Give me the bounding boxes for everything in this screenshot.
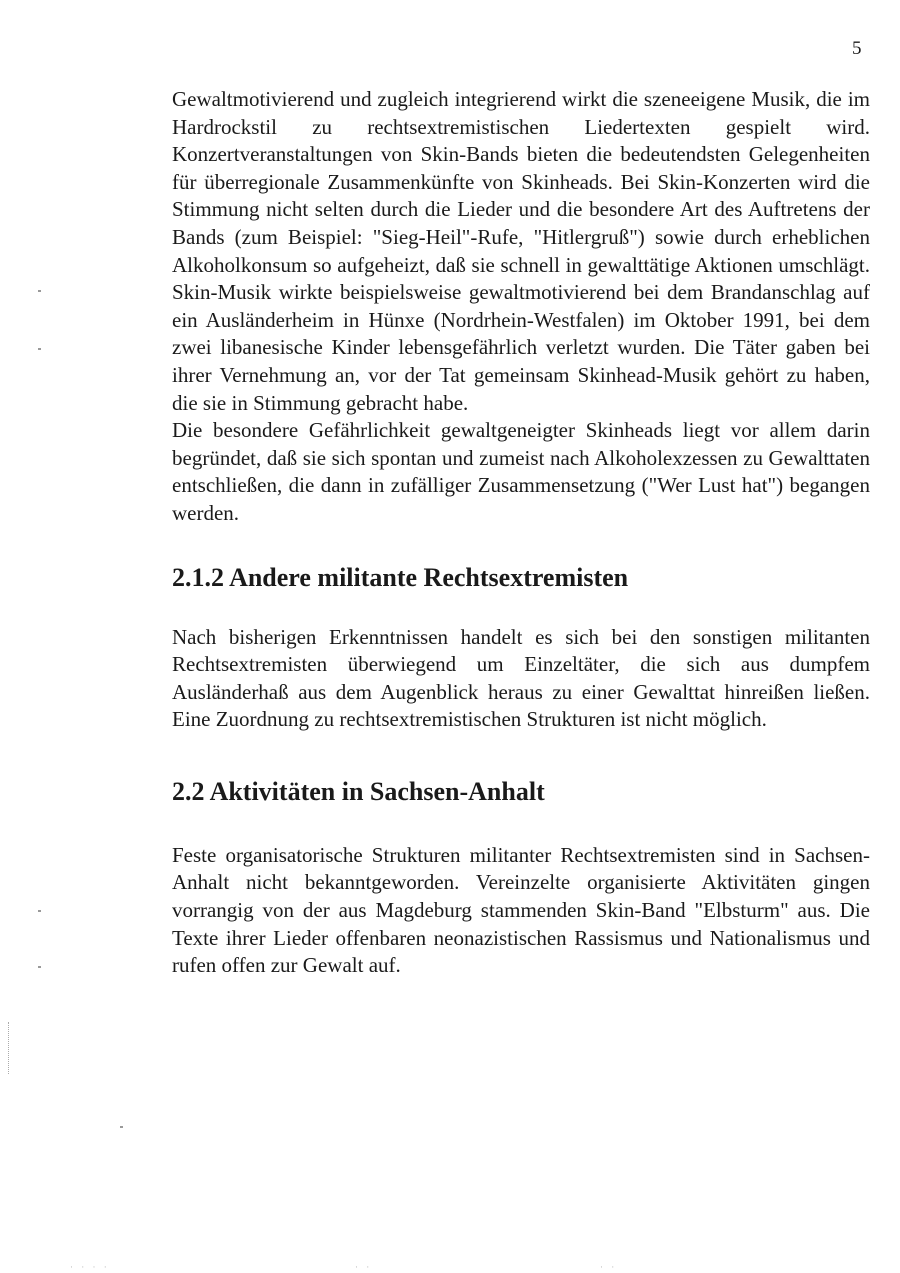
scan-speck — [38, 290, 41, 292]
paragraph-skinhead-danger: Die besondere Gefährlichkeit gewaltgeneigter Skinheads liegt vor allem darin begründet, daß sie sich spontan und zumeist nach Alkoholexzessen zu Gewalttaten entschließen, die dann in zufälliger Zusammensetzung ("Wer Lust hat") begangen werden. — [172, 418, 870, 525]
scan-speck — [38, 966, 41, 968]
scan-footer-dots: · · · · — [70, 1262, 110, 1272]
scan-speck — [38, 348, 41, 350]
paragraph-skin-music: Gewaltmotivierend und zugleich integrierend wirkt die szeneeigene Musik, die im Hardrockstil zu rechtsextremistischen Liedertexten gespielt wird. Konzertveranstaltungen von Skin-Bands bieten die bedeutendsten Gelegenheiten für überregionale Zusammenkünfte von Skinheads. Bei Skin-Konzerten wird die Stimmung nicht selten durch die Lieder und die besondere Art des Auftretens der Bands (zum Beispiel: "Sieg-Heil"-Rufe, "Hitlergruß") sowie durch erheblichen Alkoholkonsum so aufgeheizt, daß sie schnell in gewalttätige Aktionen umschlägt. Skin-Musik wirkte beispielsweise gewaltmotivierend bei dem Brandanschlag auf ein Ausländerheim in Hünxe (Nordrhein-Westfalen) im Oktober 1991, bei dem zwei libanesische Kinder lebensgefährlich verletzt wurden. Die Täter gaben bei ihrer Vernehmung an, vor der Tat gemeinsam Skinhead-Musik gehört zu haben, die sie in Stimmung gebracht habe. — [172, 87, 870, 415]
scan-speck — [120, 1126, 123, 1128]
scan-footer-dots: · · — [600, 1262, 618, 1272]
scan-dotted-line — [8, 1022, 10, 1074]
scan-speck — [38, 910, 41, 912]
section-heading-other-militants: 2.1.2 Andere militante Rechtsextremisten — [172, 562, 629, 592]
paragraph-other-militants: Nach bisherigen Erkenntnissen handelt es sich bei den sonstigen militanten Rechtsextremisten überwiegend um Einzeltäter, die sich aus dumpfem Ausländerhaß aus dem Augenblick heraus zu einer Gewalttat hinreißen ließen. Eine Zuordnung zu rechtsextremistischen Strukturen ist nicht möglich. — [172, 624, 870, 732]
paragraph-activities: Feste organisatorische Strukturen militanter Rechtsextremisten sind in Sachsen-Anhalt nicht bekanntgeworden. Vereinzelte organisierte Aktivitäten gingen vorrangig von der aus Magdeburg stammenden Skin-Band "Elbsturm" aus. Die Texte ihrer Lieder offenbaren neonazistischen Rassismus und Nationalismus und rufen offen zur Gewalt auf. — [172, 842, 870, 978]
document-body — [172, 86, 870, 980]
scan-footer-dots: · · — [355, 1262, 373, 1272]
section-heading-activities-saxony-anhalt: 2.2 Aktivitäten in Sachsen-Anhalt — [172, 776, 545, 806]
page-number: 5 — [852, 38, 862, 59]
